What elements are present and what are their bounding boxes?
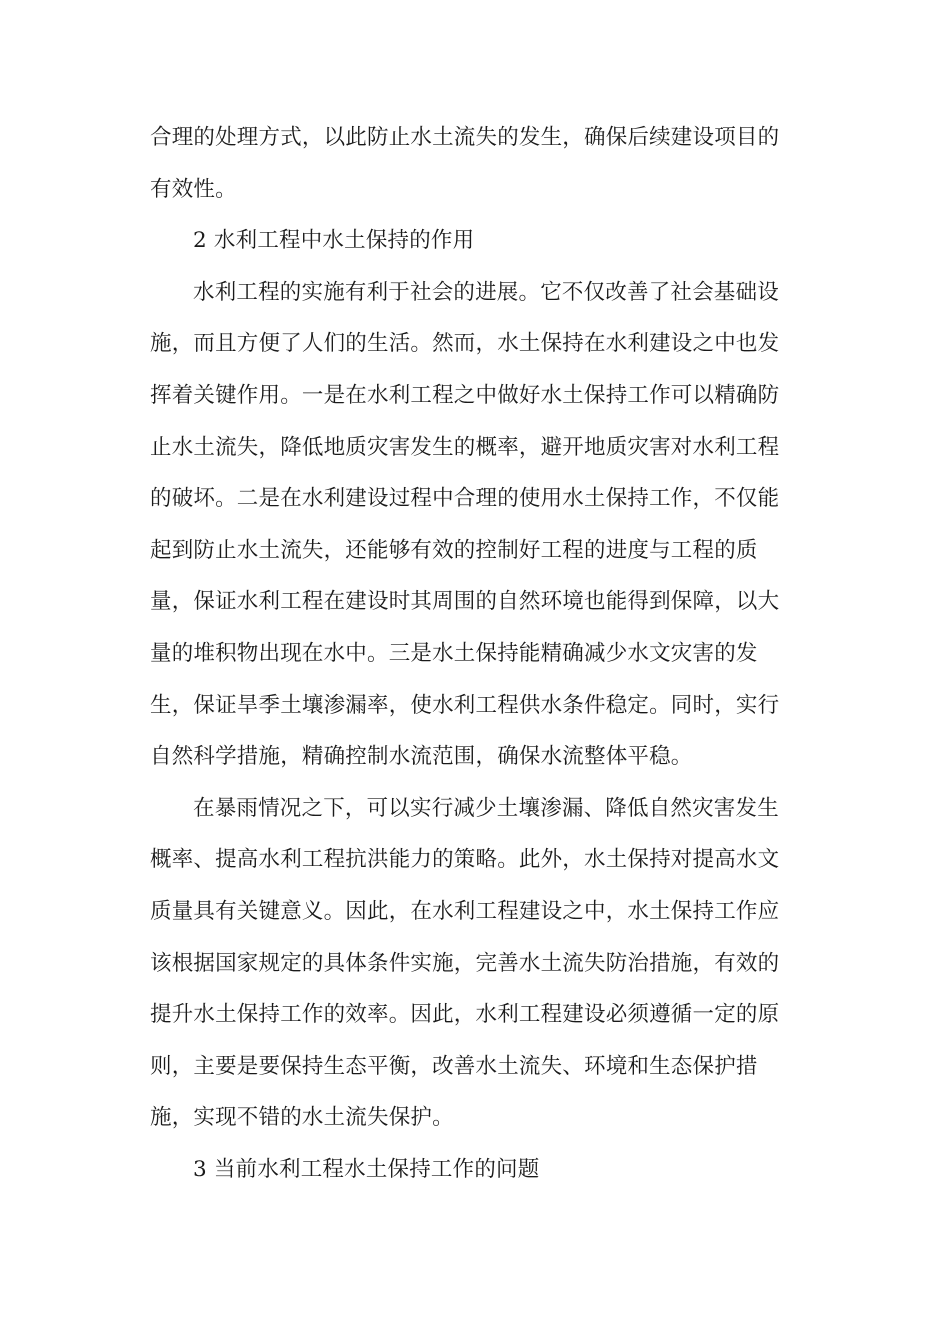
text-line: 量的堆积物出现在水中。三是水土保持能精确减少水文灾害的发 <box>150 640 758 666</box>
text-line: 提升水土保持工作的效率。因此，水利工程建设必须遵循一定的原 <box>150 1002 780 1028</box>
text-line: 的破坏。二是在水利建设过程中合理的使用水土保持工作，不仅能 <box>150 486 780 512</box>
body-text <box>150 112 800 1195</box>
section-heading-3: 3 当前水利工程水土保持工作的问题 <box>193 1156 540 1182</box>
text-line: 该根据国家规定的具体条件实施，完善水土流失防治措施，有效的 <box>150 950 780 976</box>
text-line: 止水土流失，降低地质灾害发生的概率，避开地质灾害对水利工程 <box>150 434 780 460</box>
text-line: 有效性。 <box>150 176 237 202</box>
text-line: 量，保证水利工程在建设时其周围的自然环境也能得到保障，以大 <box>150 589 780 615</box>
section-heading-2: 2 水利工程中水土保持的作用 <box>193 228 475 254</box>
text-line: 挥着关键作用。一是在水利工程之中做好水土保持工作可以精确防 <box>150 382 780 408</box>
text-line: 施，而且方便了人们的生活。然而，水土保持在水利建设之中也发 <box>150 331 780 357</box>
text-line: 自然科学措施，精确控制水流范围，确保水流整体平稳。 <box>150 744 693 770</box>
text-line: 施，实现不错的水土流失保护。 <box>150 1105 454 1131</box>
text-line: 合理的处理方式，以此防止水土流失的发生，确保后续建设项目的 <box>150 125 780 150</box>
text-line: 起到防止水土流失，还能够有效的控制好工程的进度与工程的质 <box>150 537 758 563</box>
text-line: 水利工程的实施有利于社会的进展。它不仅改善了社会基础设 <box>193 279 779 305</box>
text-line: 在暴雨情况之下，可以实行减少土壤渗漏、降低自然灾害发生 <box>193 795 779 821</box>
text-line: 质量具有关键意义。因此，在水利工程建设之中，水土保持工作应 <box>150 898 780 924</box>
text-line: 则，主要是要保持生态平衡，改善水土流失、环境和生态保护措 <box>150 1053 758 1079</box>
text-line: 概率、提高水利工程抗洪能力的策略。此外，水土保持对提高水文 <box>150 847 780 873</box>
text-line: 生，保证旱季土壤渗漏率，使水利工程供水条件稳定。同时，实行 <box>150 692 780 718</box>
